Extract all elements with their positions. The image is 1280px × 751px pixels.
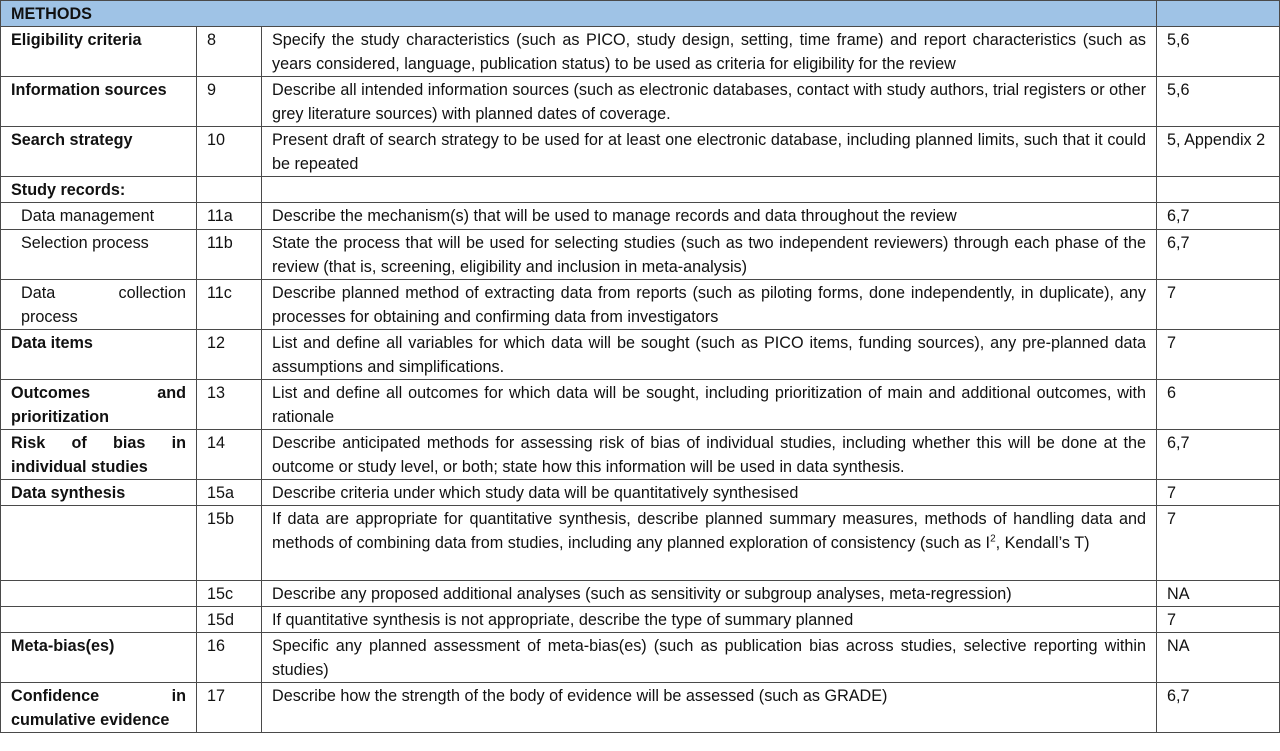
description-cell: List and define all variables for which data will be sought (such as PICO items, funding sources), any pre-planned data assumptions and simplifications. xyxy=(262,330,1157,380)
table-row xyxy=(1,683,1280,733)
item-cell: 12 xyxy=(197,330,262,380)
item-cell: 15d xyxy=(197,607,262,633)
item-cell: 11a xyxy=(197,203,262,230)
topic-cell: Selection process xyxy=(1,230,197,280)
description-cell: Present draft of search strategy to be used for at least one electronic database, including planned limits, such that it could be repeated xyxy=(262,127,1157,177)
topic-cell: Outcomes and prioritization xyxy=(1,380,197,430)
table-row xyxy=(1,27,1280,77)
item-cell: 10 xyxy=(197,127,262,177)
item-cell xyxy=(197,177,262,203)
topic-cell: Data management xyxy=(1,203,197,230)
item-cell: 13 xyxy=(197,380,262,430)
item-cell: 15a xyxy=(197,480,262,506)
page-cell: 6,7 xyxy=(1157,430,1280,480)
topic-cell: Meta-bias(es) xyxy=(1,633,197,683)
table-row xyxy=(1,633,1280,683)
description-cell: Describe the mechanism(s) that will be used to manage records and data throughout the review xyxy=(262,203,1157,230)
page-cell: 6,7 xyxy=(1157,203,1280,230)
description-cell: Describe all intended information sources (such as electronic databases, contact with study authors, trial registers or other grey literature sources) with planned dates of coverage. xyxy=(262,77,1157,127)
topic-cell xyxy=(1,581,197,607)
description-cell: If quantitative synthesis is not appropriate, describe the type of summary planned xyxy=(262,607,1157,633)
description-cell: Describe anticipated methods for assessing risk of bias of individual studies, including whether this will be done at the outcome or study level, or both; state how this information will be used in data synthesis. xyxy=(262,430,1157,480)
topic-cell: Study records: xyxy=(1,177,197,203)
topic-cell: Eligibility criteria xyxy=(1,27,197,77)
page-cell: 7 xyxy=(1157,607,1280,633)
item-cell: 11b xyxy=(197,230,262,280)
description-text: If data are appropriate for quantitative synthesis, describe planned summary measures, methods of handling data and methods of combining data from studies, including any planned exploration of consistency (such as I xyxy=(272,510,1147,552)
page-cell: 7 xyxy=(1157,330,1280,380)
topic-cell: Search strategy xyxy=(1,127,197,177)
item-cell: 11c xyxy=(197,280,262,330)
header-row xyxy=(1,1,1280,27)
description-cell: Describe criteria under which study data will be quantitatively synthesised xyxy=(262,480,1157,506)
item-cell: 15c xyxy=(197,581,262,607)
description-cell: Describe how the strength of the body of evidence will be assessed (such as GRADE) xyxy=(262,683,1157,733)
section-title: METHODS xyxy=(1,1,1157,27)
topic-cell: Information sources xyxy=(1,77,197,127)
page-cell: NA xyxy=(1157,633,1280,683)
description-cell: Describe planned method of extracting data from reports (such as piloting forms, done independently, in duplicate), any processes for obtaining and confirming data from investigators xyxy=(262,280,1157,330)
header-page-cell xyxy=(1157,1,1280,27)
description-cell: List and define all outcomes for which data will be sought, including prioritization of main and additional outcomes, with rationale xyxy=(262,380,1157,430)
table-row xyxy=(1,581,1280,607)
page-cell: 5,6 xyxy=(1157,27,1280,77)
description-cell xyxy=(262,506,1157,581)
table-row xyxy=(1,506,1280,581)
item-cell: 9 xyxy=(197,77,262,127)
page-cell: NA xyxy=(1157,581,1280,607)
table-row xyxy=(1,177,1280,203)
description-cell: Specific any planned assessment of meta-bias(es) (such as publication bias across studies, selective reporting within studies) xyxy=(262,633,1157,683)
table-row xyxy=(1,280,1280,330)
item-cell: 17 xyxy=(197,683,262,733)
description-text-end: , Kendall’s T) xyxy=(995,534,1090,552)
topic-cell xyxy=(1,607,197,633)
item-cell: 14 xyxy=(197,430,262,480)
table-row xyxy=(1,480,1280,506)
description-cell: Specify the study characteristics (such as PICO, study design, setting, time frame) and report characteristics (such as years considered, language, publication status) to be used as criteria for eligibility for the review xyxy=(262,27,1157,77)
item-cell: 16 xyxy=(197,633,262,683)
topic-cell xyxy=(1,506,197,581)
description-cell xyxy=(262,177,1157,203)
table-row xyxy=(1,77,1280,127)
page-cell: 5, Appendix 2 xyxy=(1157,127,1280,177)
topic-cell: Risk of bias in individual studies xyxy=(1,430,197,480)
table-row xyxy=(1,127,1280,177)
table-row xyxy=(1,380,1280,430)
page-cell: 7 xyxy=(1157,506,1280,581)
table-row xyxy=(1,230,1280,280)
page-cell: 7 xyxy=(1157,280,1280,330)
description-cell: Describe any proposed additional analyses (such as sensitivity or subgroup analyses, meta-regression) xyxy=(262,581,1157,607)
page-cell xyxy=(1157,177,1280,203)
superscript-2: 2 xyxy=(990,533,996,545)
page-cell: 6,7 xyxy=(1157,230,1280,280)
page-cell: 5,6 xyxy=(1157,77,1280,127)
item-cell: 15b xyxy=(197,506,262,581)
page-cell: 6 xyxy=(1157,380,1280,430)
page-cell: 7 xyxy=(1157,480,1280,506)
item-cell: 8 xyxy=(197,27,262,77)
table-row xyxy=(1,430,1280,480)
topic-cell: Data collection process xyxy=(1,280,197,330)
topic-cell: Data items xyxy=(1,330,197,380)
page-cell: 6,7 xyxy=(1157,683,1280,733)
table-row xyxy=(1,330,1280,380)
table-row xyxy=(1,203,1280,230)
table-row xyxy=(1,607,1280,633)
topic-cell: Data synthesis xyxy=(1,480,197,506)
topic-cell: Confidence in cumulative evidence xyxy=(1,683,197,733)
description-cell: State the process that will be used for selecting studies (such as two independent reviewers) through each phase of the review (that is, screening, eligibility and inclusion in meta-analysis) xyxy=(262,230,1157,280)
